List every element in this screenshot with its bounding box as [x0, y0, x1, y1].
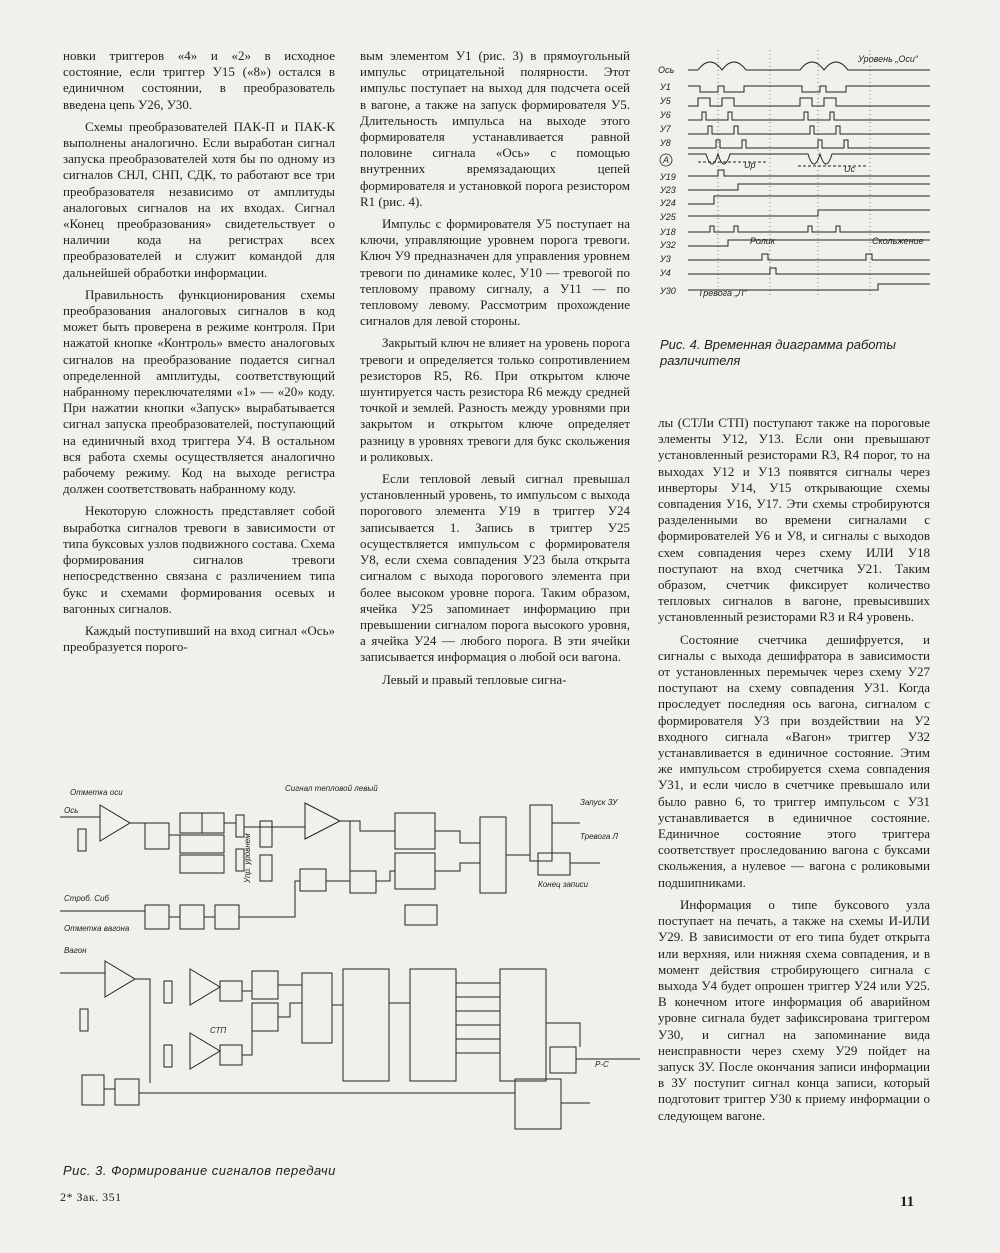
row-label: У8	[660, 138, 671, 148]
paragraph: Информация о типе буксового узла поступает на печать, а также на схемы И-ИЛИ У29. В зависимости от его типа будет открыта или верхняя, или нижняя схема совпадения, и в момент действия стробирующего сигнала с выхода У4 будет опрошен триггер У24 или У25. В конечном итоге информация об аварийном уровне сигнала будет зафиксирована триггером У30, и сигнал на запоминание вида неисправности через схему У29 пойдет на запуск ЗУ. После окончания записи информации в ЗУ поступит сигнал конца записи, который подготовит триггер У30 к приему информации о следующем вагоне.	[658, 896, 930, 1123]
label-stp: СТП	[210, 1026, 227, 1035]
row-label: У7	[660, 124, 671, 134]
up-label: Uр	[744, 160, 756, 170]
row-label: У6	[660, 110, 671, 120]
page-number: 11	[900, 1194, 915, 1210]
text-column-1	[63, 48, 335, 655]
paragraph: Схемы преобразователей ПАК-П и ПАК-К выполнены аналогично. Если выработан сигнал запуска преобразователей хотя бы по одному из сигналов СНЛ, СНП, СДК, то работают все три преобразователя независимо от амплитуды аналоговых сигналов на их входах. Сигнал «Конец преобразования» свидетельствует о наличии кода на регистрах всех преобразователей и служит командой для дальнейшей обработки информации.	[63, 118, 335, 280]
skolzhenie-label: Скольжение	[872, 236, 924, 246]
label-rc: Р-С	[595, 1060, 609, 1069]
paragraph: Если тепловой левый сигнал превышал установленный уровень, то импульсом с выхода порогового элемента У19 в триггер У24 записывается 1. Запись в триггер У25 осуществляется импульсом с формирователя У8, если схема совпадения У23 была открыта сигналом с выхода порогового элемента при более высоком уровне порога. Таким образом, ячейка У25 запоминает информацию при превышении сигналом порога высокого уровня, а ячейка У24 — любого порога. В эти ячейки записывается информация о любой оси вагона.	[360, 471, 630, 665]
label-vagon: Вагон	[64, 946, 87, 955]
row-label: У18	[660, 227, 676, 237]
paragraph: Каждый поступивший на вход сигнал «Ось» преобразуется порого-	[63, 622, 335, 655]
paragraph: Левый и правый тепловые сигна-	[382, 671, 567, 687]
row-label: У25	[660, 212, 676, 222]
label-konec: Конец записи	[538, 880, 589, 889]
print-signature: 2* Зак. 351	[60, 1190, 122, 1204]
trevoga-label: Тревога „Л“	[698, 288, 747, 298]
label-signal-teplovoy: Сигнал тепловой левый	[285, 784, 378, 793]
row-label: У4	[660, 268, 671, 278]
label-strob: Строб. Сиб	[64, 894, 109, 903]
row-label: У32	[660, 240, 676, 250]
circuit-schematic-figure	[60, 783, 640, 1143]
row-label: У3	[660, 254, 671, 264]
row-label: У23	[660, 185, 676, 195]
text-column-2	[360, 48, 630, 688]
paragraph: Закрытый ключ не влияет на уровень порога тревоги и определяется только сопротивлением резисторов R5, R6. При открытом ключе шунтируется часть резистора R6 между средней точкой и землей. Разность между уровнями при закрытом и открытом ключе определяет разницу в уровнях тревоги для букс скольжения и роликовых.	[360, 335, 630, 464]
paragraph: Правильность функционирования схемы преобразования аналоговых сигналов в код может быть проверена в режиме контроля. При нажатой кнопке «Контроль» вместо аналоговых сигналов на преобразование подается сигнал определенной амплитуды, соответствующий набранному переключателями «1» — «20» коду. При нажатии кнопки «Запуск» вырабатывается сигнал запуска преобразователей, поступающий на единичный вход триггера У4. В остальном вся работа схемы осуществляется аналогично рабочему режиму. Код на выходе регистра должен соответствовать набранному коду.	[63, 286, 335, 497]
paragraph: вым элементом У1 (рис. 3) в прямоугольный импульс отрицательной полярности. Этот импульс поступает на выход для подсчета осей в вагоне, а также на запуск формирователя У5. Длительность импульса на выходе этого формирователя устанавливается равной половине сигнала «Ось» с помощью внутренних времязадающих цепей формирователя и установкой порога резистором R1 (рис. 4).	[360, 48, 630, 209]
row-label: У1	[660, 82, 671, 92]
label-otmetka-osi: Отметка оси	[70, 788, 123, 797]
figure-4-caption: Рис. 4. Временная диаграмма работы различителя	[660, 337, 896, 368]
paragraph: Импульс с формирователя У5 поступает на ключи, управляющие уровнем порога тревоги. Ключ У9 предназначен для управления уровнем тревоги по динамике колес, У10 — тревогой по тепловому правому сигналу, а У11 — по тепловому левому. Рассмотрим прохождение сигналов для левой стороны.	[360, 216, 630, 329]
paragraph: лы (СТЛи СТП) поступают также на пороговые элементы У12, У13. Если они превышают установленный резисторами R3, R4 порог, то на выходах У12 и У13 появятся сигналы через инверторы У14, У15 открывающие схемы совпадения У16, У17. Эти схемы стробируются разделенными во времени сигналами с формирователей У6 и У8, и сигналы с выходов схем совпадения через схему ИЛИ У18 поступают на вход счетчика У21. Таким образом, счетчик фиксирует количество тепловых сигналов в вагоне, превысивших установленный резисторами R3 и R4 уровень.	[658, 415, 930, 625]
label-zapusk: Запуск ЗУ	[580, 798, 618, 807]
row-label: Ось	[658, 65, 675, 75]
text-column-3	[658, 415, 930, 1124]
label-upr: Упр. уровнем	[243, 833, 252, 883]
row-label: У24	[660, 198, 676, 208]
figure-3-caption: Рис. 3. Формирование сигналов передачи	[63, 1163, 336, 1178]
label-otmetka-vagona: Отметка вагона	[64, 924, 130, 933]
label-os: Ось	[64, 806, 79, 815]
paragraph: новки триггеров «4» и «2» в исходное состояние, если триггер У15 («8») остался в единичном состоянии, в преобразователь введена цепь У26, У30.	[63, 48, 335, 112]
uc-label: Uс	[844, 164, 855, 174]
rolik-label: Ролик	[750, 236, 776, 246]
row-label: А	[663, 155, 670, 165]
level-label: Уровень „Оси“	[858, 54, 918, 64]
paragraph: Состояние счетчика дешифруется, и сигналы с выхода дешифратора в зависимости от установленных перемычек через схему У27 поступают на схему совпадения У31. Когда проследует последняя ось вагона, сигналом с формирователя У3 при воздействии на У2 входного сигнала «Вагон» триггер У32 устанавливается в единичное состояние. Этим же импульсом стробируется схема совпадения У31, и если число в счетчике превышало или было равно 6, то триггер импульсом с У31 устанавливается в единичное состояние. Единичное состояние этого триггера соответствует проследованию вагона с буксами скольжения, а нулевое — вагона с роликовыми подшипниками.	[658, 631, 930, 890]
row-label: У5	[660, 96, 671, 106]
paragraph: Некоторую сложность представляет собой выработка сигналов тревоги в зависимости от типа буксовых узлов подвижного состава. Схема формирования сигналов тревоги непосредственно связана с различением типа букс и схемами формирования осевых и вагонных сигналов.	[63, 503, 335, 616]
timing-diagram-figure	[658, 50, 930, 300]
label-trevoga: Тревога Л	[580, 832, 618, 841]
row-label: У19	[660, 172, 676, 182]
row-label: У30	[660, 286, 676, 296]
